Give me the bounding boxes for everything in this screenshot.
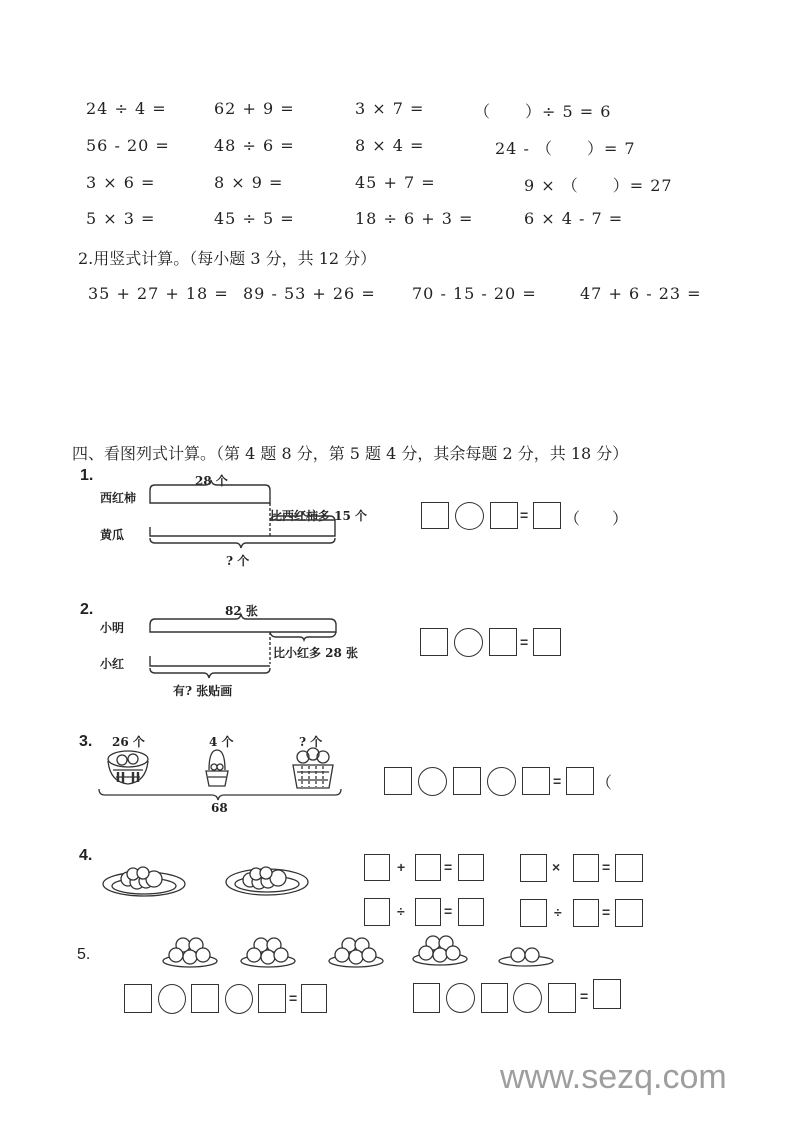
basket-count-2: 4 个: [209, 735, 234, 749]
section-title-picture-calc: 四、看图列式计算。（第 4 题 8 分，第 5 题 4 分，其余每题 2 分，共 18 分）: [72, 444, 629, 463]
oral-problem: 45 + 7 =: [355, 173, 436, 192]
operator-circle[interactable]: [225, 984, 253, 1014]
bar-top-value: 28 个: [195, 474, 228, 488]
oral-problem: 3 × 6 =: [86, 173, 156, 192]
bar-label-cucumber: 黄瓜: [100, 528, 125, 542]
oral-problem: 45 ÷ 5 =: [214, 209, 295, 228]
question-number: 1.: [80, 467, 94, 484]
fruit-plate-icon: [329, 938, 383, 967]
operator-sign: ×: [552, 859, 561, 875]
answer-box[interactable]: [481, 983, 508, 1013]
equals-sign: =: [444, 859, 453, 875]
operator-sign: ÷: [554, 904, 562, 920]
fruit-plate-icon: [499, 948, 553, 966]
bar-top-value: 82 张: [225, 604, 258, 618]
equals-sign: =: [289, 990, 298, 1006]
oral-problem: 18 ÷ 6 + 3 =: [355, 209, 474, 228]
bar-label-tomato: 西红柿: [100, 491, 137, 505]
equals-sign: =: [553, 773, 562, 789]
answer-box[interactable]: [258, 984, 286, 1013]
oral-problem: 62 + 9 =: [214, 99, 295, 118]
bar-label-xiaoming: 小明: [100, 621, 125, 635]
oral-problem: 5 × 3 =: [86, 209, 156, 228]
oral-problem: 8 × 4 =: [355, 136, 425, 155]
section-title-vertical-calc: 2.用竖式计算。（每小题 3 分，共 12 分）: [78, 249, 377, 268]
bar-diff-label: 比小红多 28 张: [273, 646, 359, 660]
answer-box[interactable]: [548, 983, 576, 1013]
equals-sign: =: [602, 904, 611, 920]
question-number: 4.: [79, 847, 93, 864]
fruit-plate-icon: [163, 938, 217, 967]
question-number: 2.: [80, 601, 94, 618]
question-number: 3.: [79, 733, 93, 750]
oral-problem: 24 - （ ）= 7: [495, 139, 636, 158]
vertical-problem: 70 - 15 - 20 =: [412, 284, 537, 303]
oral-problem: 8 × 9 =: [214, 173, 284, 192]
fruit-plate-icon: [241, 938, 295, 967]
oral-problem: 24 ÷ 4 =: [86, 99, 167, 118]
oral-problem: 48 ÷ 6 =: [214, 136, 295, 155]
answer-box[interactable]: [191, 984, 219, 1013]
oral-problem: （ ）÷ 5 = 6: [474, 102, 612, 121]
oral-problem: 6 × 4 - 7 =: [524, 209, 624, 228]
unit-paren[interactable]: （: [596, 773, 613, 792]
operator-sign: +: [397, 859, 406, 875]
total-label: 68: [211, 801, 228, 815]
bar-label-xiaohong: 小红: [100, 657, 125, 671]
fruit-plate-icon: [413, 936, 467, 965]
operator-circle[interactable]: [513, 983, 542, 1013]
basket-count-1: 26 个: [112, 735, 145, 749]
oral-problem: 56 - 20 =: [86, 136, 170, 155]
question-number: 5.: [77, 946, 91, 963]
vertical-problem: 89 - 53 + 26 =: [243, 284, 376, 303]
oral-problem: 9 × （ ）= 27: [524, 176, 673, 195]
basket-count-3: ? 个: [299, 735, 323, 749]
operator-circle[interactable]: [446, 983, 475, 1013]
equals-sign: =: [444, 903, 453, 919]
equals-sign: =: [520, 507, 529, 523]
equals-sign: =: [520, 634, 529, 650]
answer-box[interactable]: [124, 984, 152, 1013]
bar-total-label: ? 个: [226, 554, 250, 568]
unit-paren[interactable]: （ ）: [564, 509, 629, 528]
bar-bottom-label: 有? 张贴画: [173, 684, 233, 698]
answer-box[interactable]: [301, 984, 327, 1013]
vertical-problem: 35 + 27 + 18 =: [88, 284, 229, 303]
operator-sign: ÷: [397, 903, 405, 919]
watermark: www.sezq.com: [500, 1058, 727, 1096]
oral-problem: 3 × 7 =: [355, 99, 425, 118]
vertical-problem: 47 + 6 - 23 =: [580, 284, 702, 303]
answer-box[interactable]: [593, 979, 621, 1009]
equals-sign: =: [580, 988, 589, 1004]
equals-sign: =: [602, 859, 611, 875]
operator-circle[interactable]: [158, 984, 186, 1014]
answer-box[interactable]: [413, 983, 440, 1013]
bar-diff-label: 比西红柿多 15 个: [270, 509, 368, 523]
